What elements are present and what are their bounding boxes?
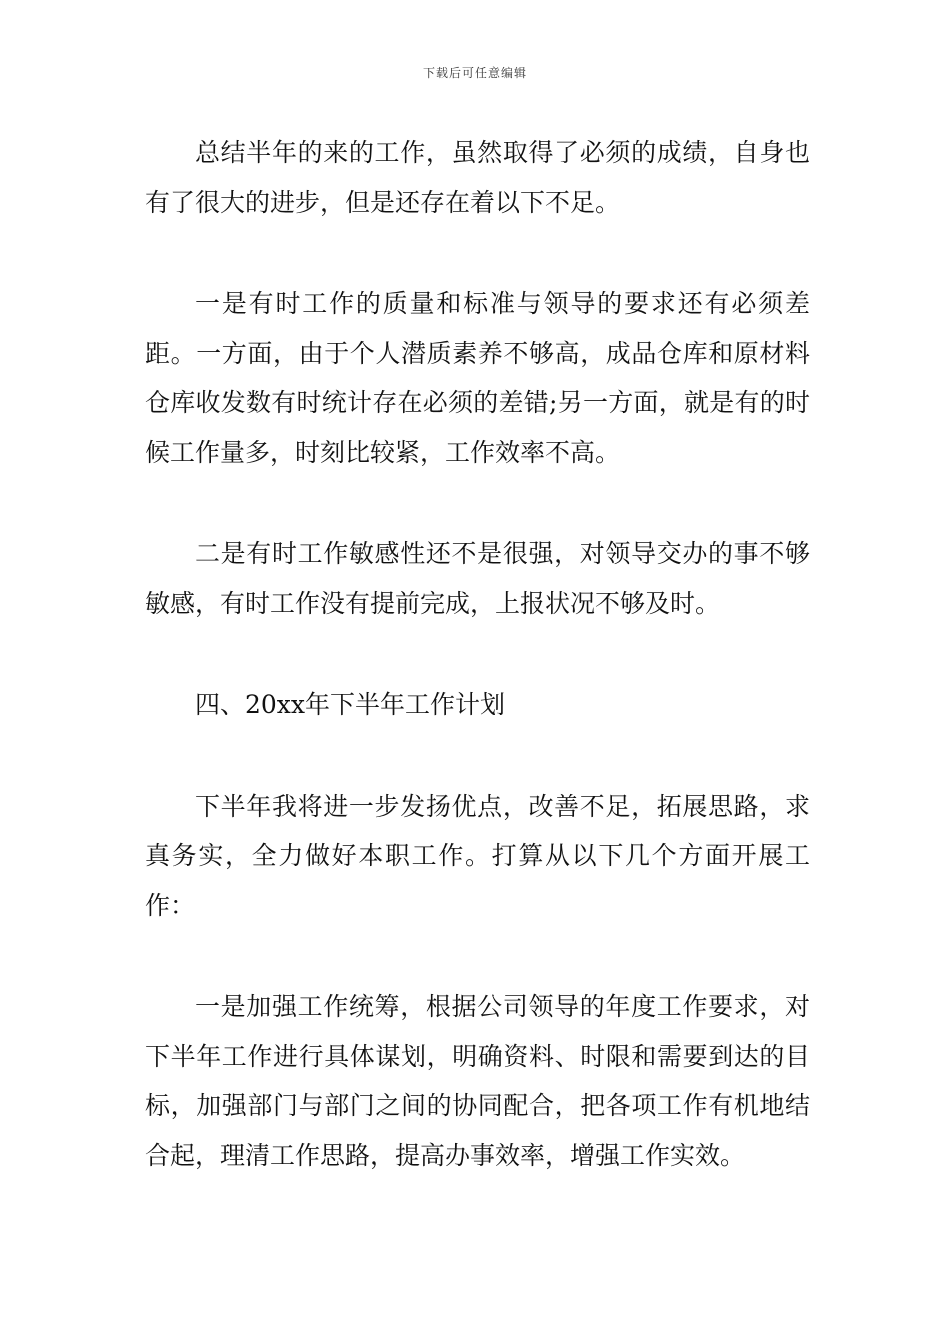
paragraph-plan-intro: 下半年我将进一步发扬优点，改善不足，拓展思路，求真务实，全力做好本职工作。打算从以下几个方面开展工作：: [145, 791, 810, 920]
document-body: [145, 128, 810, 1232]
paragraph-plan-one: 一是加强工作统筹，根据公司领导的年度工作要求，对下半年工作进行具体谋划，明确资料、时限和需要到达的目标，加强部门与部门之间的协同配合，把各项工作有机地结合起，理清工作思路，提高办事效率，增强工作实效。: [145, 992, 810, 1170]
header-note: 下载后可任意编辑: [422, 66, 527, 80]
paragraph-shortcomings-intro: 总结半年的来的工作，虽然取得了必须的成绩，自身也有了很大的进步，但是还存在着以下不足。: [145, 138, 810, 217]
paragraph-shortcoming-one: 一是有时工作的质量和标准与领导的要求还有必须差距。一方面，由于个人潜质素养不够高，成品仓库和原材料仓库收发数有时统计存在必须的差错;另一方面，就是有的时候工作量多，时刻比较紧，工作效率不高。: [145, 289, 810, 467]
paragraph-shortcoming-two: 二是有时工作敏感性还不是很强，对领导交办的事不够敏感，有时工作没有提前完成，上报状况不够及时。: [145, 539, 810, 618]
section-heading-plan: 四、20xx年下半年工作计划: [195, 690, 506, 719]
